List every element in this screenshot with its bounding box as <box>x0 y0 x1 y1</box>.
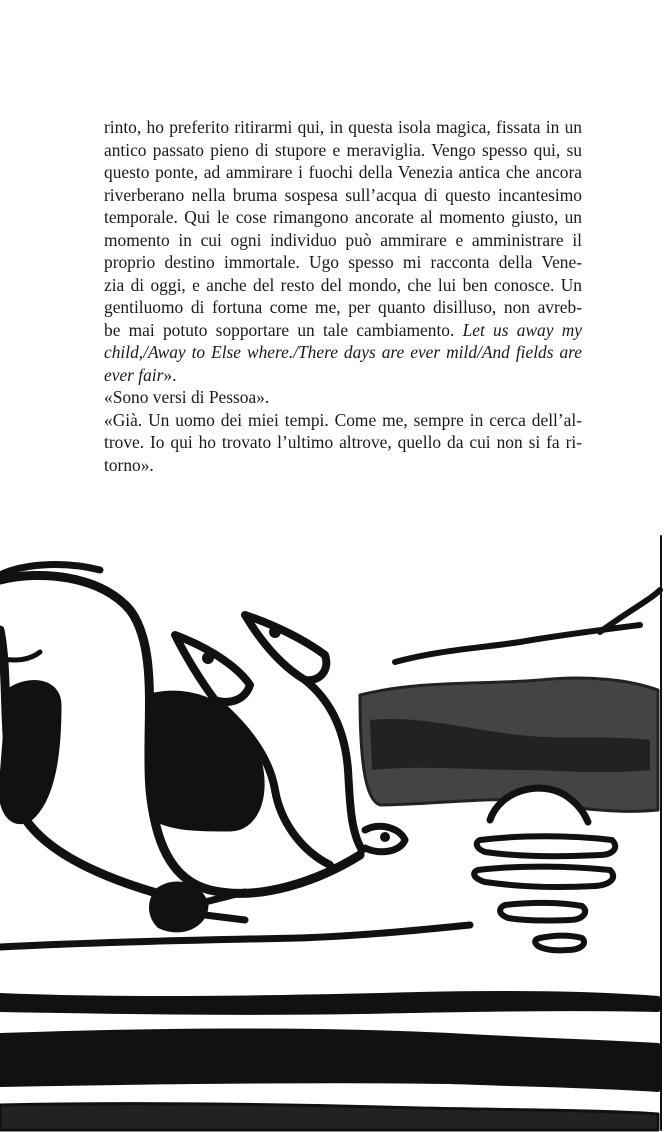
text-fragment: ». <box>163 364 177 385</box>
fish-right-eye <box>269 626 281 638</box>
quote-italic: child,/Away to Else where./There days are ever mild/And fields are <box>104 342 582 362</box>
text-line: trove. Io qui ho trovato l’ultimo altrove, quello da cui non si fa ri- <box>104 432 582 452</box>
dark-mass <box>0 682 60 823</box>
text-line: riverberano nella bruma sospesa sull’acqua di questo incantesimo <box>104 184 582 205</box>
ink-illustration <box>0 530 670 1132</box>
dark-mass-center <box>147 692 263 830</box>
sea-band-2 <box>0 1030 658 1090</box>
text-line: gentiluomo di fortuna come me, per quanto disilluso, non avreb- <box>104 297 582 317</box>
reflection-2 <box>474 867 613 887</box>
text-line: «Sono versi di Pessoa». <box>104 387 270 407</box>
text-line: questo ponte, ad ammirare i fuochi della Venezia antica che ancora <box>104 162 582 182</box>
fish-lower-left-tail <box>205 892 245 920</box>
fish-right <box>245 615 326 680</box>
fish-lower-left <box>153 885 206 929</box>
text-line: proprio destino immortale. Ugo spesso mi racconta della Vene- <box>104 252 582 272</box>
reflection-4 <box>535 936 584 951</box>
text-line: antico passato pieno di stupore e meraviglia. Vengo spesso qui, su <box>104 139 582 160</box>
sea-band-3 <box>0 1104 658 1130</box>
text-fragment: be mai potuto sopportare un tale cambiamento. <box>104 319 463 340</box>
fish-right-body <box>305 680 362 850</box>
text-line <box>104 364 582 387</box>
fish-left-eye <box>202 652 214 664</box>
reflection-3 <box>500 903 585 921</box>
sea-band-1 <box>0 993 658 1013</box>
reflection-1 <box>477 836 616 856</box>
body-text <box>104 116 582 476</box>
fish-small-mid-eye <box>380 832 390 842</box>
text-line: torno». <box>104 454 154 475</box>
text-line <box>104 319 582 342</box>
text-line: rinto, ho preferito ritirarmi qui, in questa isola magica, fissata in un <box>104 117 582 137</box>
text-line: temporale. Qui le cose rimangono ancorate al momento giusto, un <box>104 207 582 227</box>
quote-italic: Let us away my <box>462 319 582 340</box>
horizon-line <box>0 925 470 947</box>
text-line: zia di oggi, e anche del resto del mondo, che lui ben conosce. Un <box>104 274 582 295</box>
quote-italic: ever fair <box>104 364 164 385</box>
text-line: momento in cui ogni individuo può ammirare e amministrare il <box>104 229 582 250</box>
text-line <box>104 341 582 364</box>
text-line: «Già. Un uomo dei miei tempi. Come me, sempre in cerca dell’al- <box>104 409 582 430</box>
